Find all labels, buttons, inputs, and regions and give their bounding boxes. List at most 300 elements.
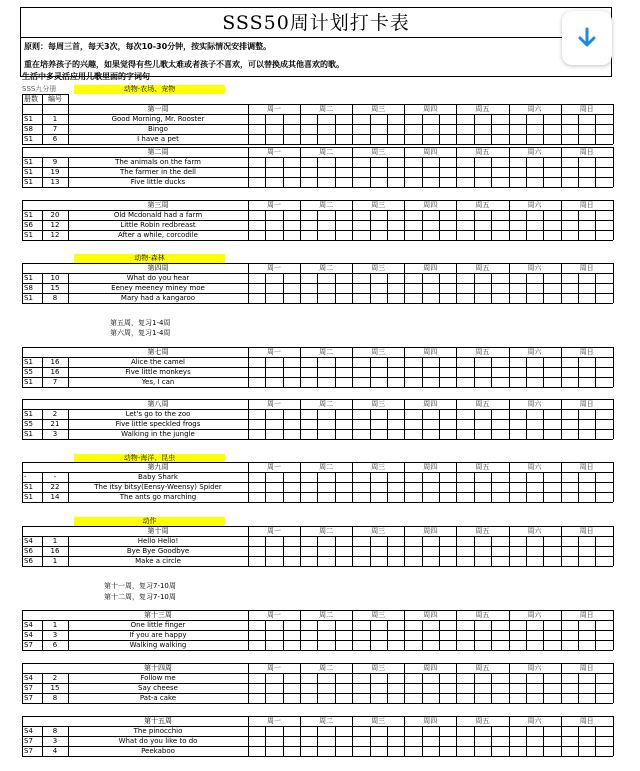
checkin-cell[interactable] — [456, 124, 473, 134]
checkin-cell[interactable] — [543, 230, 560, 240]
checkin-cell[interactable] — [387, 210, 404, 220]
checkin-cell[interactable] — [370, 210, 387, 220]
checkin-cell[interactable] — [283, 630, 300, 640]
checkin-cell[interactable] — [578, 673, 595, 683]
checkin-cell[interactable] — [509, 556, 526, 566]
checkin-cell[interactable] — [370, 157, 387, 167]
checkin-cell[interactable] — [422, 293, 439, 303]
checkin-cell[interactable] — [335, 736, 352, 746]
checkin-cell[interactable] — [335, 419, 352, 429]
checkin-cell[interactable] — [283, 409, 300, 419]
checkin-cell[interactable] — [317, 409, 334, 419]
checkin-cell[interactable] — [265, 736, 282, 746]
checkin-cell[interactable] — [248, 167, 265, 177]
checkin-cell[interactable] — [404, 357, 421, 367]
checkin-cell[interactable] — [404, 546, 421, 556]
checkin-cell[interactable] — [335, 114, 352, 124]
checkin-cell[interactable] — [248, 482, 265, 492]
checkin-cell[interactable] — [543, 492, 560, 502]
checkin-cell[interactable] — [439, 673, 456, 683]
checkin-cell[interactable] — [248, 230, 265, 240]
checkin-cell[interactable] — [265, 620, 282, 630]
checkin-cell[interactable] — [543, 683, 560, 693]
checkin-cell[interactable] — [509, 673, 526, 683]
checkin-cell[interactable] — [265, 114, 282, 124]
checkin-cell[interactable] — [474, 472, 491, 482]
checkin-cell[interactable] — [509, 377, 526, 387]
checkin-cell[interactable] — [561, 640, 578, 650]
checkin-cell[interactable] — [561, 210, 578, 220]
checkin-cell[interactable] — [352, 620, 369, 630]
checkin-cell[interactable] — [578, 134, 595, 144]
checkin-cell[interactable] — [265, 220, 282, 230]
checkin-cell[interactable] — [370, 640, 387, 650]
checkin-cell[interactable] — [526, 746, 543, 756]
checkin-cell[interactable] — [509, 114, 526, 124]
checkin-cell[interactable] — [439, 167, 456, 177]
checkin-cell[interactable] — [300, 630, 317, 640]
checkin-cell[interactable] — [578, 177, 595, 187]
checkin-cell[interactable] — [543, 482, 560, 492]
checkin-cell[interactable] — [595, 419, 612, 429]
checkin-cell[interactable] — [595, 230, 612, 240]
checkin-cell[interactable] — [352, 536, 369, 546]
checkin-cell[interactable] — [335, 683, 352, 693]
checkin-cell[interactable] — [439, 220, 456, 230]
checkin-cell[interactable] — [422, 419, 439, 429]
checkin-cell[interactable] — [491, 134, 508, 144]
checkin-cell[interactable] — [387, 536, 404, 546]
checkin-cell[interactable] — [578, 620, 595, 630]
checkin-cell[interactable] — [509, 157, 526, 167]
checkin-cell[interactable] — [491, 630, 508, 640]
checkin-cell[interactable] — [317, 177, 334, 187]
checkin-cell[interactable] — [300, 167, 317, 177]
checkin-cell[interactable] — [387, 630, 404, 640]
checkin-cell[interactable] — [491, 746, 508, 756]
checkin-cell[interactable] — [491, 293, 508, 303]
checkin-cell[interactable] — [265, 472, 282, 482]
checkin-cell[interactable] — [265, 124, 282, 134]
checkin-cell[interactable] — [578, 693, 595, 703]
checkin-cell[interactable] — [474, 210, 491, 220]
checkin-cell[interactable] — [352, 167, 369, 177]
checkin-cell[interactable] — [543, 293, 560, 303]
checkin-cell[interactable] — [265, 230, 282, 240]
checkin-cell[interactable] — [543, 419, 560, 429]
checkin-cell[interactable] — [439, 357, 456, 367]
checkin-cell[interactable] — [543, 367, 560, 377]
checkin-cell[interactable] — [491, 673, 508, 683]
checkin-cell[interactable] — [265, 357, 282, 367]
checkin-cell[interactable] — [526, 283, 543, 293]
checkin-cell[interactable] — [491, 273, 508, 283]
checkin-cell[interactable] — [543, 283, 560, 293]
checkin-cell[interactable] — [248, 357, 265, 367]
checkin-cell[interactable] — [474, 167, 491, 177]
checkin-cell[interactable] — [370, 220, 387, 230]
checkin-cell[interactable] — [387, 357, 404, 367]
checkin-cell[interactable] — [370, 673, 387, 683]
checkin-cell[interactable] — [561, 377, 578, 387]
checkin-cell[interactable] — [543, 157, 560, 167]
checkin-cell[interactable] — [474, 726, 491, 736]
checkin-cell[interactable] — [578, 157, 595, 167]
checkin-cell[interactable] — [422, 157, 439, 167]
checkin-cell[interactable] — [543, 693, 560, 703]
checkin-cell[interactable] — [300, 177, 317, 187]
checkin-cell[interactable] — [456, 273, 473, 283]
checkin-cell[interactable] — [456, 630, 473, 640]
checkin-cell[interactable] — [491, 114, 508, 124]
checkin-cell[interactable] — [370, 273, 387, 283]
checkin-cell[interactable] — [526, 546, 543, 556]
checkin-cell[interactable] — [300, 492, 317, 502]
checkin-cell[interactable] — [283, 293, 300, 303]
checkin-cell[interactable] — [474, 620, 491, 630]
checkin-cell[interactable] — [509, 472, 526, 482]
checkin-cell[interactable] — [404, 134, 421, 144]
checkin-cell[interactable] — [474, 693, 491, 703]
checkin-cell[interactable] — [265, 157, 282, 167]
checkin-cell[interactable] — [265, 429, 282, 439]
checkin-cell[interactable] — [439, 210, 456, 220]
checkin-cell[interactable] — [248, 736, 265, 746]
checkin-cell[interactable] — [422, 492, 439, 502]
checkin-cell[interactable] — [543, 472, 560, 482]
checkin-cell[interactable] — [352, 673, 369, 683]
checkin-cell[interactable] — [387, 556, 404, 566]
checkin-cell[interactable] — [335, 293, 352, 303]
checkin-cell[interactable] — [578, 210, 595, 220]
checkin-cell[interactable] — [526, 157, 543, 167]
checkin-cell[interactable] — [543, 546, 560, 556]
checkin-cell[interactable] — [317, 419, 334, 429]
checkin-cell[interactable] — [543, 210, 560, 220]
checkin-cell[interactable] — [335, 546, 352, 556]
checkin-cell[interactable] — [352, 736, 369, 746]
checkin-cell[interactable] — [422, 114, 439, 124]
checkin-cell[interactable] — [543, 273, 560, 283]
checkin-cell[interactable] — [491, 367, 508, 377]
checkin-cell[interactable] — [491, 177, 508, 187]
checkin-cell[interactable] — [317, 377, 334, 387]
checkin-cell[interactable] — [526, 134, 543, 144]
checkin-cell[interactable] — [317, 536, 334, 546]
checkin-cell[interactable] — [370, 409, 387, 419]
checkin-cell[interactable] — [404, 693, 421, 703]
checkin-cell[interactable] — [352, 482, 369, 492]
checkin-cell[interactable] — [335, 556, 352, 566]
checkin-cell[interactable] — [300, 230, 317, 240]
checkin-cell[interactable] — [370, 693, 387, 703]
checkin-cell[interactable] — [387, 114, 404, 124]
checkin-cell[interactable] — [595, 167, 612, 177]
checkin-cell[interactable] — [561, 220, 578, 230]
checkin-cell[interactable] — [300, 429, 317, 439]
checkin-cell[interactable] — [352, 273, 369, 283]
checkin-cell[interactable] — [578, 167, 595, 177]
checkin-cell[interactable] — [595, 726, 612, 736]
checkin-cell[interactable] — [526, 367, 543, 377]
checkin-cell[interactable] — [595, 220, 612, 230]
checkin-cell[interactable] — [422, 620, 439, 630]
checkin-cell[interactable] — [422, 429, 439, 439]
checkin-cell[interactable] — [456, 683, 473, 693]
checkin-cell[interactable] — [595, 367, 612, 377]
checkin-cell[interactable] — [317, 429, 334, 439]
checkin-cell[interactable] — [387, 157, 404, 167]
checkin-cell[interactable] — [335, 283, 352, 293]
checkin-cell[interactable] — [578, 630, 595, 640]
checkin-cell[interactable] — [387, 283, 404, 293]
checkin-cell[interactable] — [335, 357, 352, 367]
checkin-cell[interactable] — [370, 377, 387, 387]
checkin-cell[interactable] — [352, 134, 369, 144]
checkin-cell[interactable] — [248, 283, 265, 293]
checkin-cell[interactable] — [370, 293, 387, 303]
checkin-cell[interactable] — [561, 429, 578, 439]
checkin-cell[interactable] — [439, 367, 456, 377]
checkin-cell[interactable] — [283, 726, 300, 736]
checkin-cell[interactable] — [456, 167, 473, 177]
checkin-cell[interactable] — [474, 640, 491, 650]
checkin-cell[interactable] — [578, 293, 595, 303]
checkin-cell[interactable] — [317, 367, 334, 377]
checkin-cell[interactable] — [352, 640, 369, 650]
checkin-cell[interactable] — [491, 283, 508, 293]
checkin-cell[interactable] — [387, 492, 404, 502]
checkin-cell[interactable] — [283, 157, 300, 167]
checkin-cell[interactable] — [283, 492, 300, 502]
checkin-cell[interactable] — [265, 283, 282, 293]
checkin-cell[interactable] — [283, 114, 300, 124]
checkin-cell[interactable] — [561, 124, 578, 134]
checkin-cell[interactable] — [404, 429, 421, 439]
checkin-cell[interactable] — [456, 693, 473, 703]
checkin-cell[interactable] — [474, 377, 491, 387]
checkin-cell[interactable] — [370, 230, 387, 240]
checkin-cell[interactable] — [561, 419, 578, 429]
checkin-cell[interactable] — [456, 134, 473, 144]
checkin-cell[interactable] — [370, 472, 387, 482]
checkin-cell[interactable] — [370, 546, 387, 556]
checkin-cell[interactable] — [335, 726, 352, 736]
checkin-cell[interactable] — [509, 640, 526, 650]
checkin-cell[interactable] — [561, 630, 578, 640]
checkin-cell[interactable] — [526, 472, 543, 482]
checkin-cell[interactable] — [422, 273, 439, 283]
checkin-cell[interactable] — [335, 377, 352, 387]
checkin-cell[interactable] — [387, 230, 404, 240]
checkin-cell[interactable] — [283, 620, 300, 630]
checkin-cell[interactable] — [595, 293, 612, 303]
checkin-cell[interactable] — [474, 673, 491, 683]
checkin-cell[interactable] — [439, 377, 456, 387]
checkin-cell[interactable] — [352, 377, 369, 387]
checkin-cell[interactable] — [317, 357, 334, 367]
checkin-cell[interactable] — [561, 114, 578, 124]
checkin-cell[interactable] — [578, 546, 595, 556]
checkin-cell[interactable] — [387, 419, 404, 429]
checkin-cell[interactable] — [578, 472, 595, 482]
checkin-cell[interactable] — [578, 273, 595, 283]
checkin-cell[interactable] — [352, 693, 369, 703]
checkin-cell[interactable] — [387, 693, 404, 703]
checkin-cell[interactable] — [300, 726, 317, 736]
checkin-cell[interactable] — [509, 693, 526, 703]
checkin-cell[interactable] — [387, 640, 404, 650]
checkin-cell[interactable] — [335, 409, 352, 419]
checkin-cell[interactable] — [283, 482, 300, 492]
checkin-cell[interactable] — [456, 726, 473, 736]
checkin-cell[interactable] — [335, 640, 352, 650]
checkin-cell[interactable] — [370, 134, 387, 144]
checkin-cell[interactable] — [439, 746, 456, 756]
checkin-cell[interactable] — [283, 472, 300, 482]
checkin-cell[interactable] — [248, 210, 265, 220]
checkin-cell[interactable] — [526, 419, 543, 429]
checkin-cell[interactable] — [595, 546, 612, 556]
checkin-cell[interactable] — [248, 673, 265, 683]
checkin-cell[interactable] — [248, 726, 265, 736]
checkin-cell[interactable] — [474, 536, 491, 546]
checkin-cell[interactable] — [543, 134, 560, 144]
checkin-cell[interactable] — [265, 693, 282, 703]
checkin-cell[interactable] — [595, 114, 612, 124]
checkin-cell[interactable] — [509, 293, 526, 303]
checkin-cell[interactable] — [491, 556, 508, 566]
checkin-cell[interactable] — [595, 492, 612, 502]
checkin-cell[interactable] — [248, 273, 265, 283]
checkin-cell[interactable] — [317, 472, 334, 482]
checkin-cell[interactable] — [578, 736, 595, 746]
checkin-cell[interactable] — [283, 273, 300, 283]
checkin-cell[interactable] — [283, 546, 300, 556]
checkin-cell[interactable] — [526, 220, 543, 230]
checkin-cell[interactable] — [561, 546, 578, 556]
checkin-cell[interactable] — [352, 726, 369, 736]
checkin-cell[interactable] — [526, 693, 543, 703]
checkin-cell[interactable] — [491, 220, 508, 230]
checkin-cell[interactable] — [422, 673, 439, 683]
checkin-cell[interactable] — [595, 630, 612, 640]
checkin-cell[interactable] — [456, 492, 473, 502]
checkin-cell[interactable] — [509, 546, 526, 556]
checkin-cell[interactable] — [474, 114, 491, 124]
checkin-cell[interactable] — [404, 283, 421, 293]
checkin-cell[interactable] — [456, 736, 473, 746]
checkin-cell[interactable] — [265, 377, 282, 387]
checkin-cell[interactable] — [300, 546, 317, 556]
checkin-cell[interactable] — [404, 556, 421, 566]
checkin-cell[interactable] — [439, 114, 456, 124]
checkin-cell[interactable] — [509, 736, 526, 746]
checkin-cell[interactable] — [335, 673, 352, 683]
checkin-cell[interactable] — [474, 134, 491, 144]
checkin-cell[interactable] — [283, 746, 300, 756]
checkin-cell[interactable] — [561, 167, 578, 177]
checkin-cell[interactable] — [561, 283, 578, 293]
checkin-cell[interactable] — [561, 736, 578, 746]
checkin-cell[interactable] — [283, 357, 300, 367]
checkin-cell[interactable] — [265, 536, 282, 546]
checkin-cell[interactable] — [439, 419, 456, 429]
checkin-cell[interactable] — [491, 230, 508, 240]
checkin-cell[interactable] — [248, 429, 265, 439]
checkin-cell[interactable] — [456, 673, 473, 683]
checkin-cell[interactable] — [578, 283, 595, 293]
checkin-cell[interactable] — [543, 167, 560, 177]
checkin-cell[interactable] — [474, 630, 491, 640]
checkin-cell[interactable] — [352, 357, 369, 367]
checkin-cell[interactable] — [317, 134, 334, 144]
checkin-cell[interactable] — [248, 630, 265, 640]
checkin-cell[interactable] — [283, 693, 300, 703]
checkin-cell[interactable] — [404, 736, 421, 746]
checkin-cell[interactable] — [404, 673, 421, 683]
checkin-cell[interactable] — [248, 546, 265, 556]
checkin-cell[interactable] — [404, 746, 421, 756]
checkin-cell[interactable] — [283, 556, 300, 566]
checkin-cell[interactable] — [300, 134, 317, 144]
checkin-cell[interactable] — [543, 746, 560, 756]
checkin-cell[interactable] — [352, 220, 369, 230]
checkin-cell[interactable] — [526, 210, 543, 220]
checkin-cell[interactable] — [543, 377, 560, 387]
checkin-cell[interactable] — [404, 620, 421, 630]
checkin-cell[interactable] — [491, 377, 508, 387]
checkin-cell[interactable] — [283, 377, 300, 387]
checkin-cell[interactable] — [526, 114, 543, 124]
checkin-cell[interactable] — [422, 746, 439, 756]
checkin-cell[interactable] — [439, 409, 456, 419]
checkin-cell[interactable] — [387, 134, 404, 144]
checkin-cell[interactable] — [456, 640, 473, 650]
checkin-cell[interactable] — [578, 746, 595, 756]
checkin-cell[interactable] — [283, 429, 300, 439]
checkin-cell[interactable] — [526, 536, 543, 546]
checkin-cell[interactable] — [595, 409, 612, 419]
checkin-cell[interactable] — [248, 220, 265, 230]
checkin-cell[interactable] — [526, 409, 543, 419]
checkin-cell[interactable] — [370, 492, 387, 502]
checkin-cell[interactable] — [509, 429, 526, 439]
checkin-cell[interactable] — [509, 726, 526, 736]
checkin-cell[interactable] — [578, 124, 595, 134]
checkin-cell[interactable] — [387, 746, 404, 756]
checkin-cell[interactable] — [456, 620, 473, 630]
checkin-cell[interactable] — [317, 630, 334, 640]
checkin-cell[interactable] — [595, 157, 612, 167]
checkin-cell[interactable] — [335, 630, 352, 640]
checkin-cell[interactable] — [387, 409, 404, 419]
checkin-cell[interactable] — [265, 630, 282, 640]
checkin-cell[interactable] — [387, 167, 404, 177]
checkin-cell[interactable] — [578, 114, 595, 124]
checkin-cell[interactable] — [491, 640, 508, 650]
checkin-cell[interactable] — [283, 124, 300, 134]
checkin-cell[interactable] — [561, 367, 578, 377]
checkin-cell[interactable] — [595, 377, 612, 387]
checkin-cell[interactable] — [578, 230, 595, 240]
checkin-cell[interactable] — [317, 556, 334, 566]
checkin-cell[interactable] — [491, 536, 508, 546]
checkin-cell[interactable] — [578, 726, 595, 736]
checkin-cell[interactable] — [526, 492, 543, 502]
checkin-cell[interactable] — [456, 357, 473, 367]
checkin-cell[interactable] — [578, 419, 595, 429]
